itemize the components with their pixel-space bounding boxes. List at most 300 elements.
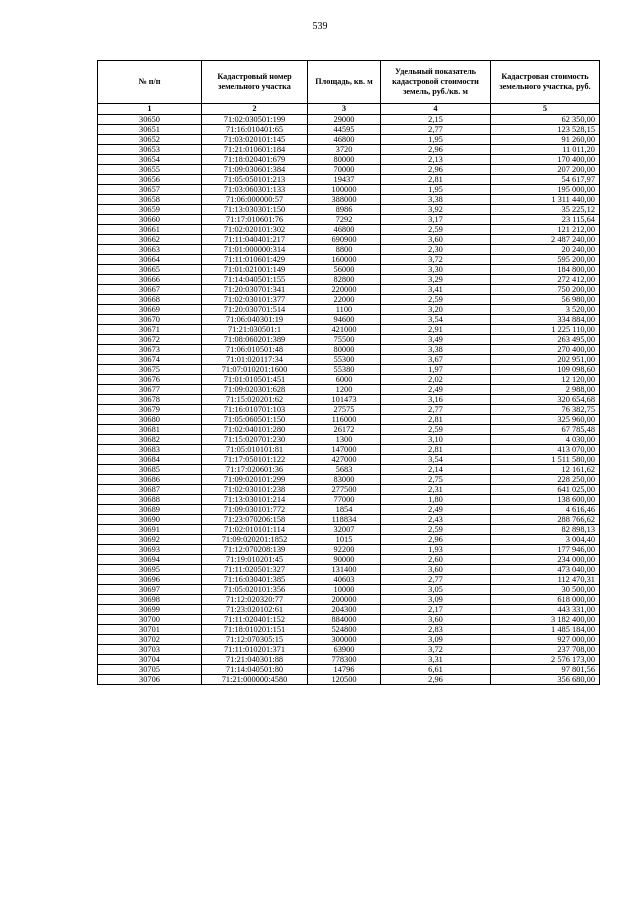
specific-value-cell: 2,15 [381, 115, 491, 125]
cadastral-number-cell: 71:06:040301:19 [202, 315, 308, 325]
area-cell: 55300 [308, 355, 381, 365]
area-cell: 118834 [308, 515, 381, 525]
row-number-cell: 30652 [98, 135, 202, 145]
cadastral-value-cell: 3 004,40 [491, 535, 600, 545]
cadastral-number-cell: 71:01:010501:451 [202, 375, 308, 385]
cadastral-number-cell: 71:03:060301:133 [202, 185, 308, 195]
area-cell: 3720 [308, 145, 381, 155]
table-row [98, 325, 600, 335]
cadastral-number-cell: 71:08:060201:389 [202, 335, 308, 345]
table-row [98, 595, 600, 605]
specific-value-cell: 2,59 [381, 295, 491, 305]
area-cell: 884000 [308, 615, 381, 625]
header-cadastral-value: Кадастровая стоимость земельного участка, руб. [491, 61, 600, 104]
area-cell: 1015 [308, 535, 381, 545]
cadastral-value-cell: 325 960,00 [491, 415, 600, 425]
area-cell: 147000 [308, 445, 381, 455]
table-row [98, 245, 600, 255]
row-number-cell: 30684 [98, 455, 202, 465]
area-cell: 55380 [308, 365, 381, 375]
cadastral-value-cell: 473 040,00 [491, 565, 600, 575]
table-row [98, 175, 600, 185]
table-row [98, 565, 600, 575]
row-number-cell: 30700 [98, 615, 202, 625]
row-number-cell: 30668 [98, 295, 202, 305]
row-number-cell: 30702 [98, 635, 202, 645]
row-number-cell: 30685 [98, 465, 202, 475]
cadastral-value-cell: 67 785,48 [491, 425, 600, 435]
row-number-cell: 30686 [98, 475, 202, 485]
area-cell: 44595 [308, 125, 381, 135]
area-cell: 524800 [308, 625, 381, 635]
cadastral-value-cell: 35 225,12 [491, 205, 600, 215]
table-row [98, 365, 600, 375]
table-row [98, 495, 600, 505]
table-row [98, 295, 600, 305]
cadastral-number-cell: 71:11:020401:152 [202, 615, 308, 625]
row-number-cell: 30697 [98, 585, 202, 595]
row-number-cell: 30665 [98, 265, 202, 275]
cadastral-value-cell: 4 616,46 [491, 505, 600, 515]
area-cell: 46800 [308, 225, 381, 235]
cadastral-value-cell: 97 801,56 [491, 665, 600, 675]
row-number-cell: 30669 [98, 305, 202, 315]
cadastral-number-cell: 71:14:040501:155 [202, 275, 308, 285]
cadastral-value-cell: 2 487 240,00 [491, 235, 600, 245]
table-row [98, 515, 600, 525]
cadastral-value-cell: 91 260,00 [491, 135, 600, 145]
area-cell: 204300 [308, 605, 381, 615]
specific-value-cell: 3,20 [381, 305, 491, 315]
table-row [98, 475, 600, 485]
specific-value-cell: 2,30 [381, 245, 491, 255]
row-number-cell: 30675 [98, 365, 202, 375]
cadastral-number-cell: 71:17:010601:76 [202, 215, 308, 225]
cadastral-value-cell: 62 350,00 [491, 115, 600, 125]
row-number-cell: 30657 [98, 185, 202, 195]
row-number-cell: 30656 [98, 175, 202, 185]
table-row [98, 385, 600, 395]
row-number-cell: 30691 [98, 525, 202, 535]
cadastral-number-cell: 71:11:020501:327 [202, 565, 308, 575]
specific-value-cell: 2,43 [381, 515, 491, 525]
area-cell: 7292 [308, 215, 381, 225]
cadastral-number-cell: 71:05:060501:150 [202, 415, 308, 425]
table-row [98, 165, 600, 175]
table-row [98, 605, 600, 615]
row-number-cell: 30664 [98, 255, 202, 265]
table-row [98, 335, 600, 345]
table-row [98, 315, 600, 325]
row-number-cell: 30703 [98, 645, 202, 655]
area-cell: 1300 [308, 435, 381, 445]
area-cell: 101473 [308, 395, 381, 405]
row-number-cell: 30692 [98, 535, 202, 545]
area-cell: 94600 [308, 315, 381, 325]
cadastral-value-cell: 82 898,13 [491, 525, 600, 535]
table-row [98, 675, 600, 685]
specific-value-cell: 2,77 [381, 125, 491, 135]
row-number-cell: 30660 [98, 215, 202, 225]
cadastral-value-cell: 56 980,00 [491, 295, 600, 305]
cadastral-value-cell: 272 412,00 [491, 275, 600, 285]
area-cell: 100000 [308, 185, 381, 195]
cadastral-value-cell: 30 500,00 [491, 585, 600, 595]
cadastral-value-cell: 12 161,62 [491, 465, 600, 475]
cadastral-number-cell: 71:15:020701:230 [202, 435, 308, 445]
row-number-cell: 30694 [98, 555, 202, 565]
cadastral-number-cell: 71:11:010601:429 [202, 255, 308, 265]
row-number-cell: 30701 [98, 625, 202, 635]
area-cell: 46800 [308, 135, 381, 145]
area-cell: 131400 [308, 565, 381, 575]
area-cell: 116000 [308, 415, 381, 425]
cadastral-value-cell: 1 511 580,00 [491, 455, 600, 465]
table-row [98, 655, 600, 665]
area-cell: 220000 [308, 285, 381, 295]
area-cell: 83000 [308, 475, 381, 485]
row-number-cell: 30662 [98, 235, 202, 245]
table-body [98, 115, 600, 685]
specific-value-cell: 2,77 [381, 575, 491, 585]
cadastral-value-cell: 11 011,20 [491, 145, 600, 155]
area-cell: 19437 [308, 175, 381, 185]
cadastral-value-cell: 3 520,00 [491, 305, 600, 315]
cadastral-number-cell: 71:21:000000:4580 [202, 675, 308, 685]
table-row [98, 145, 600, 155]
table-row [98, 285, 600, 295]
cadastral-number-cell: 71:21:040301:88 [202, 655, 308, 665]
specific-value-cell: 3,10 [381, 435, 491, 445]
cadastral-number-cell: 71:02:030101:377 [202, 295, 308, 305]
area-cell: 8986 [308, 205, 381, 215]
table-row [98, 305, 600, 315]
cadastral-value-cell: 3 182 400,00 [491, 615, 600, 625]
area-cell: 8800 [308, 245, 381, 255]
row-number-cell: 30667 [98, 285, 202, 295]
row-number-cell: 30674 [98, 355, 202, 365]
cadastral-number-cell: 71:16:010401:65 [202, 125, 308, 135]
header-cadastral-number: Кадастровый номер земельного участка [202, 61, 308, 104]
cadastral-value-cell: 263 495,00 [491, 335, 600, 345]
cadastral-number-cell: 71:12:020320:77 [202, 595, 308, 605]
table-row [98, 275, 600, 285]
specific-value-cell: 1,97 [381, 365, 491, 375]
header-row-number: № п/п [98, 61, 202, 104]
specific-value-cell: 2,81 [381, 445, 491, 455]
row-number-cell: 30654 [98, 155, 202, 165]
row-number-cell: 30672 [98, 335, 202, 345]
cadastral-number-cell: 71:05:010101:81 [202, 445, 308, 455]
cadastral-number-cell: 71:01:020117:34 [202, 355, 308, 365]
cadastral-value-cell: 207 200,00 [491, 165, 600, 175]
area-cell: 26172 [308, 425, 381, 435]
table-row [98, 115, 600, 125]
area-cell: 388000 [308, 195, 381, 205]
row-number-cell: 30673 [98, 345, 202, 355]
row-number-cell: 30676 [98, 375, 202, 385]
row-number-cell: 30655 [98, 165, 202, 175]
row-number-cell: 30658 [98, 195, 202, 205]
row-number-cell: 30681 [98, 425, 202, 435]
cadastral-number-cell: 71:02:010101:114 [202, 525, 308, 535]
column-number: 4 [381, 104, 491, 115]
specific-value-cell: 2,31 [381, 485, 491, 495]
cadastral-number-cell: 71:20:030701:514 [202, 305, 308, 315]
cadastral-value-table [97, 60, 600, 685]
cadastral-number-cell: 71:02:020101:302 [202, 225, 308, 235]
cadastral-value-cell: 20 240,00 [491, 245, 600, 255]
specific-value-cell: 2,81 [381, 175, 491, 185]
specific-value-cell: 2,77 [381, 405, 491, 415]
table-row [98, 265, 600, 275]
area-cell: 14796 [308, 665, 381, 675]
area-cell: 70000 [308, 165, 381, 175]
table-row [98, 185, 600, 195]
table-row [98, 135, 600, 145]
area-cell: 200000 [308, 595, 381, 605]
cadastral-number-cell: 71:17:050101:122 [202, 455, 308, 465]
specific-value-cell: 3,09 [381, 635, 491, 645]
cadastral-number-cell: 71:15:020201:62 [202, 395, 308, 405]
table-row [98, 415, 600, 425]
specific-value-cell: 3,17 [381, 215, 491, 225]
area-cell: 1100 [308, 305, 381, 315]
table-row [98, 395, 600, 405]
table-row [98, 215, 600, 225]
specific-value-cell: 2,59 [381, 425, 491, 435]
cadastral-value-cell: 1 485 184,00 [491, 625, 600, 635]
table-row [98, 525, 600, 535]
table-row [98, 425, 600, 435]
area-cell: 120500 [308, 675, 381, 685]
cadastral-number-cell: 71:23:020102:61 [202, 605, 308, 615]
cadastral-value-cell: 123 528,15 [491, 125, 600, 135]
table-row [98, 255, 600, 265]
table-row [98, 545, 600, 555]
row-number-cell: 30677 [98, 385, 202, 395]
specific-value-cell: 2,83 [381, 625, 491, 635]
cadastral-number-cell: 71:09:030601:384 [202, 165, 308, 175]
cadastral-value-cell: 927 000,00 [491, 635, 600, 645]
cadastral-number-cell: 71:02:030501:199 [202, 115, 308, 125]
specific-value-cell: 3,49 [381, 335, 491, 345]
row-number-cell: 30705 [98, 665, 202, 675]
specific-value-cell: 2,17 [381, 605, 491, 615]
cadastral-value-cell: 443 331,00 [491, 605, 600, 615]
row-number-cell: 30693 [98, 545, 202, 555]
cadastral-number-cell: 71:07:010201:1600 [202, 365, 308, 375]
area-cell: 300000 [308, 635, 381, 645]
cadastral-value-cell: 12 120,00 [491, 375, 600, 385]
table-row [98, 555, 600, 565]
row-number-cell: 30682 [98, 435, 202, 445]
specific-value-cell: 1,95 [381, 135, 491, 145]
column-number: 5 [491, 104, 600, 115]
specific-value-cell: 3,31 [381, 655, 491, 665]
area-cell: 427000 [308, 455, 381, 465]
specific-value-cell: 2,49 [381, 505, 491, 515]
area-cell: 29000 [308, 115, 381, 125]
area-cell: 80000 [308, 345, 381, 355]
cadastral-number-cell: 71:20:030701:341 [202, 285, 308, 295]
row-number-cell: 30688 [98, 495, 202, 505]
cadastral-value-cell: 76 382,75 [491, 405, 600, 415]
specific-value-cell: 2,81 [381, 415, 491, 425]
specific-value-cell: 2,96 [381, 165, 491, 175]
cadastral-value-cell: 112 470,31 [491, 575, 600, 585]
cadastral-value-cell: 195 000,00 [491, 185, 600, 195]
row-number-cell: 30678 [98, 395, 202, 405]
table-row [98, 445, 600, 455]
row-number-cell: 30689 [98, 505, 202, 515]
cadastral-value-cell: 121 212,00 [491, 225, 600, 235]
table-row [98, 575, 600, 585]
row-number-cell: 30650 [98, 115, 202, 125]
cadastral-number-cell: 71:21:030501:1 [202, 325, 308, 335]
cadastral-number-cell: 71:21:010601:184 [202, 145, 308, 155]
cadastral-value-cell: 2 988,00 [491, 385, 600, 395]
cadastral-value-cell: 170 400,00 [491, 155, 600, 165]
specific-value-cell: 3,54 [381, 455, 491, 465]
cadastral-number-cell: 71:09:020201:1852 [202, 535, 308, 545]
cadastral-value-cell: 4 030,00 [491, 435, 600, 445]
cadastral-value-cell: 641 025,00 [491, 485, 600, 495]
cadastral-value-cell: 413 070,00 [491, 445, 600, 455]
table-header-row [98, 61, 600, 104]
area-cell: 75500 [308, 335, 381, 345]
cadastral-value-cell: 320 654,68 [491, 395, 600, 405]
cadastral-number-cell: 71:11:010201:371 [202, 645, 308, 655]
cadastral-value-cell: 618 000,00 [491, 595, 600, 605]
row-number-cell: 30706 [98, 675, 202, 685]
specific-value-cell: 1,95 [381, 185, 491, 195]
cadastral-number-cell: 71:03:020101:145 [202, 135, 308, 145]
row-number-cell: 30699 [98, 605, 202, 615]
row-number-cell: 30671 [98, 325, 202, 335]
specific-value-cell: 3,72 [381, 645, 491, 655]
cadastral-number-cell: 71:05:050101:213 [202, 175, 308, 185]
specific-value-cell: 2,02 [381, 375, 491, 385]
cadastral-value-cell: 202 951,00 [491, 355, 600, 365]
area-cell: 778300 [308, 655, 381, 665]
cadastral-value-cell: 750 200,00 [491, 285, 600, 295]
area-cell: 1200 [308, 385, 381, 395]
area-cell: 27575 [308, 405, 381, 415]
cadastral-number-cell: 71:02:040101:280 [202, 425, 308, 435]
cadastral-value-cell: 288 766,62 [491, 515, 600, 525]
area-cell: 32007 [308, 525, 381, 535]
specific-value-cell: 2,60 [381, 555, 491, 565]
specific-value-cell: 1,80 [381, 495, 491, 505]
table-row [98, 235, 600, 245]
cadastral-value-cell: 54 617,97 [491, 175, 600, 185]
table-row [98, 125, 600, 135]
cadastral-value-cell: 1 225 110,00 [491, 325, 600, 335]
specific-value-cell: 3,92 [381, 205, 491, 215]
area-cell: 22000 [308, 295, 381, 305]
table-row [98, 205, 600, 215]
area-cell: 690900 [308, 235, 381, 245]
header-area: Площадь, кв. м [308, 61, 381, 104]
specific-value-cell: 3,38 [381, 345, 491, 355]
cadastral-number-cell: 71:05:020101:356 [202, 585, 308, 595]
table-row [98, 225, 600, 235]
area-cell: 421000 [308, 325, 381, 335]
table-row [98, 355, 600, 365]
row-number-cell: 30696 [98, 575, 202, 585]
specific-value-cell: 2,59 [381, 525, 491, 535]
row-number-cell: 30663 [98, 245, 202, 255]
specific-value-cell: 3,67 [381, 355, 491, 365]
area-cell: 63900 [308, 645, 381, 655]
header-specific-value: Удельный показатель кадастровой стоимости земель, руб./кв. м [381, 61, 491, 104]
cadastral-value-cell: 2 576 173,00 [491, 655, 600, 665]
area-cell: 5683 [308, 465, 381, 475]
specific-value-cell: 3,72 [381, 255, 491, 265]
row-number-cell: 30679 [98, 405, 202, 415]
table-row [98, 645, 600, 655]
specific-value-cell: 3,60 [381, 235, 491, 245]
row-number-cell: 30661 [98, 225, 202, 235]
column-number: 2 [202, 104, 308, 115]
specific-value-cell: 2,14 [381, 465, 491, 475]
specific-value-cell: 3,29 [381, 275, 491, 285]
cadastral-value-cell: 270 400,00 [491, 345, 600, 355]
cadastral-number-cell: 71:02:030101:238 [202, 485, 308, 495]
specific-value-cell: 3,60 [381, 565, 491, 575]
cadastral-number-cell: 71:16:030401:385 [202, 575, 308, 585]
specific-value-cell: 3,38 [381, 195, 491, 205]
table-row [98, 375, 600, 385]
row-number-cell: 30680 [98, 415, 202, 425]
cadastral-number-cell: 71:13:030101:214 [202, 495, 308, 505]
specific-value-cell: 3,30 [381, 265, 491, 275]
table-row [98, 665, 600, 675]
area-cell: 80000 [308, 155, 381, 165]
specific-value-cell: 2,96 [381, 675, 491, 685]
cadastral-number-cell: 71:23:070206:158 [202, 515, 308, 525]
cadastral-number-cell: 71:18:020401:679 [202, 155, 308, 165]
specific-value-cell: 3,09 [381, 595, 491, 605]
row-number-cell: 30687 [98, 485, 202, 495]
specific-value-cell: 2,59 [381, 225, 491, 235]
table-row [98, 345, 600, 355]
specific-value-cell: 3,60 [381, 615, 491, 625]
cadastral-number-cell: 71:17:020601:36 [202, 465, 308, 475]
area-cell: 90000 [308, 555, 381, 565]
cadastral-value-cell: 184 800,00 [491, 265, 600, 275]
cadastral-number-cell: 71:11:040401:217 [202, 235, 308, 245]
specific-value-cell: 3,54 [381, 315, 491, 325]
row-number-cell: 30659 [98, 205, 202, 215]
cadastral-number-cell: 71:01:021001:149 [202, 265, 308, 275]
cadastral-number-cell: 71:16:010701:103 [202, 405, 308, 415]
specific-value-cell: 3,05 [381, 585, 491, 595]
specific-value-cell: 6,61 [381, 665, 491, 675]
table-row [98, 505, 600, 515]
area-cell: 56000 [308, 265, 381, 275]
table-row [98, 435, 600, 445]
column-number-row [98, 104, 600, 115]
table-row [98, 195, 600, 205]
row-number-cell: 30670 [98, 315, 202, 325]
specific-value-cell: 2,96 [381, 535, 491, 545]
cadastral-number-cell: 71:12:070305:15 [202, 635, 308, 645]
cadastral-number-cell: 71:13:030301:150 [202, 205, 308, 215]
table-row [98, 485, 600, 495]
cadastral-value-cell: 23 115,64 [491, 215, 600, 225]
